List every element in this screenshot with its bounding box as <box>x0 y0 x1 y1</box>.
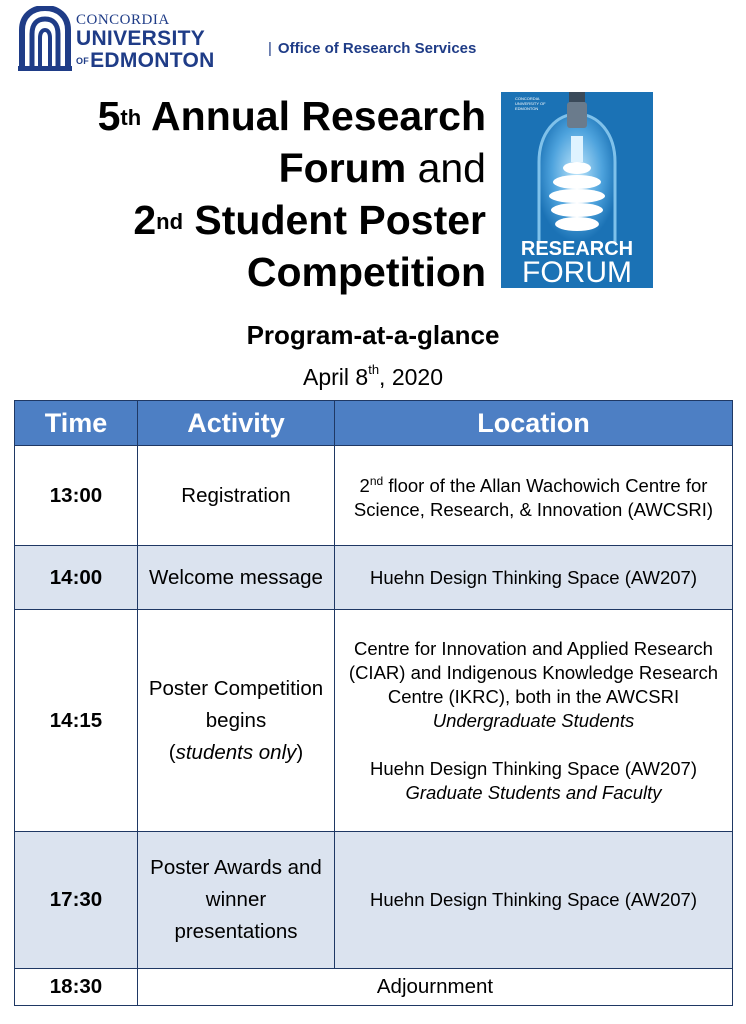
poster-logo-text: CONCORDIA UNIVERSITY OF EDMONTON <box>515 96 546 111</box>
program-table <box>14 400 733 1006</box>
title-line-2: Forum and <box>278 145 486 191</box>
title-line-4: Competition <box>246 249 486 295</box>
logo-line-concordia: CONCORDIA <box>76 12 170 28</box>
row-time: 14:00 <box>15 546 138 610</box>
row-activity: Adjournment <box>138 969 733 1006</box>
row-activity: Poster Awards and winner presentations <box>138 832 335 969</box>
program-subtitle: Program-at-a-glance <box>246 320 500 350</box>
page-title <box>98 90 486 298</box>
row-location: Huehn Design Thinking Space (AW207) <box>335 832 733 969</box>
row-time: 14:15 <box>15 610 138 832</box>
table-row <box>15 546 733 610</box>
row-activity: Welcome message <box>138 546 335 610</box>
research-forum-poster-image <box>501 92 653 288</box>
row-location: 2nd floor of the Allan Wachowich Centre for Science, Research, & Innovation (AWCSRI) <box>335 446 733 546</box>
column-header-time: Time <box>15 401 138 446</box>
logo-line-university: UNIVERSITY <box>76 27 206 50</box>
table-row <box>15 832 733 969</box>
table-row <box>15 446 733 546</box>
table-row <box>15 610 733 832</box>
column-header-location: Location <box>335 401 733 446</box>
row-activity: Poster Competition begins (students only) <box>138 610 335 832</box>
logo-line-edmonton: $^{OF}$EDMONTON <box>76 49 215 72</box>
row-time: 13:00 <box>15 446 138 546</box>
university-logo[interactable] <box>18 6 218 72</box>
poster-word-research: RESEARCH <box>520 238 634 260</box>
office-label: | Office of Research Services <box>268 40 477 57</box>
row-time: 17:30 <box>15 832 138 969</box>
row-location: Huehn Design Thinking Space (AW207) <box>335 546 733 610</box>
column-header-activity: Activity <box>138 401 335 446</box>
row-activity: Registration <box>138 446 335 546</box>
arch-logo-icon <box>18 6 72 72</box>
row-location: Centre for Innovation and Applied Research (CIAR) and Indigenous Knowledge Research Centre (IKRC), both in the AWCSRI Undergraduate Students Huehn Design Thinking Space (AW207) Graduate Students and Faculty <box>335 610 733 832</box>
title-line-1: 5th Annual Research <box>97 93 486 139</box>
lightbulb-icon <box>501 92 653 288</box>
table-row <box>15 969 733 1006</box>
event-date: April 8th, 2020 <box>303 362 443 390</box>
title-line-3: 2nd Student Poster <box>133 197 486 243</box>
row-time: 18:30 <box>15 969 138 1006</box>
poster-word-forum: FORUM <box>522 256 632 288</box>
table-header-row <box>15 401 733 446</box>
